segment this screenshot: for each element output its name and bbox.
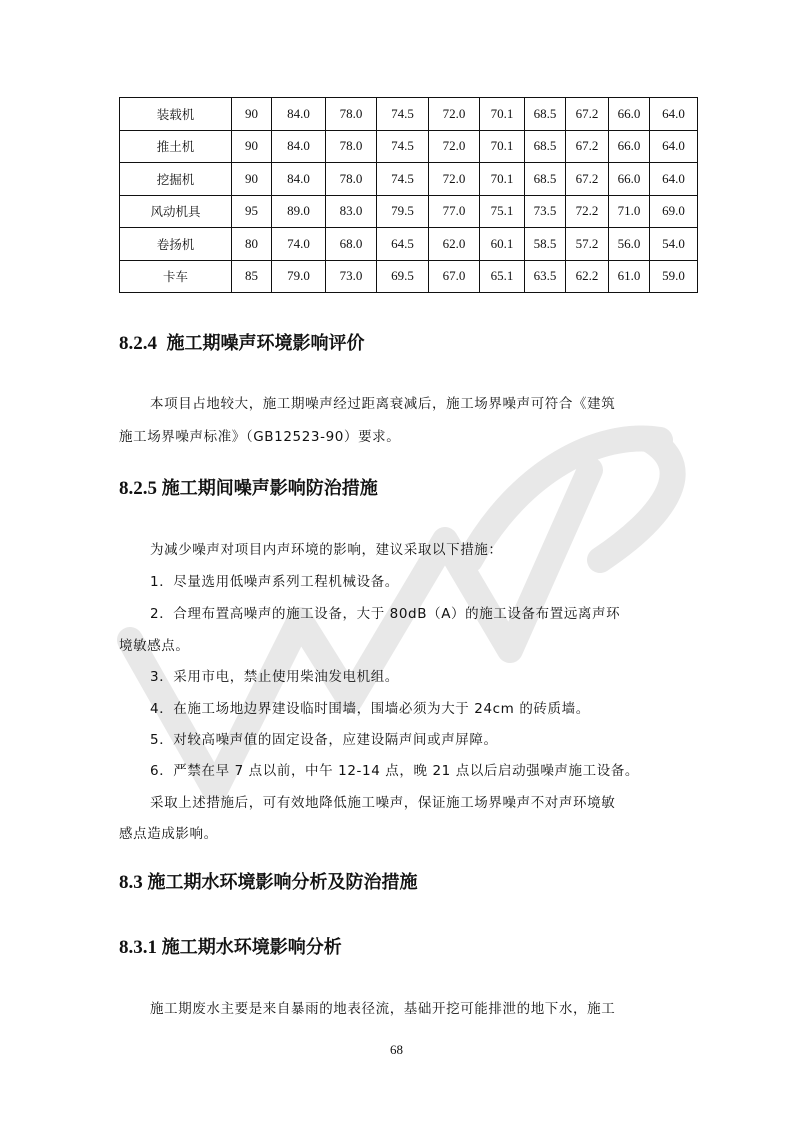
noise-value-cell: 73.0 [326,260,377,293]
noise-value-cell: 61.0 [609,260,650,293]
noise-value-cell: 67.2 [566,98,609,131]
heading-8-2-4 [119,329,365,355]
noise-value-cell: 66.0 [609,130,650,163]
noise-value-cell: 72.0 [429,130,480,163]
noise-value-cell: 64.5 [377,228,429,261]
paragraph-line: 施工场界噪声标准》（GB12523-90）要求。 [119,429,401,445]
section-number: 8.3 [119,872,143,893]
noise-value-cell: 64.0 [650,130,698,163]
section-number: 8.3.1 [119,937,157,958]
noise-value-cell: 79.5 [377,195,429,228]
noise-value-cell: 78.0 [326,130,377,163]
noise-value-cell: 77.0 [429,195,480,228]
noise-value-cell: 58.5 [525,228,566,261]
noise-value-cell: 68.5 [525,130,566,163]
section-title: 施工期水环境影响分析及防治措施 [147,872,418,893]
conclusion-text: 采取上述措施后，可有效地降低施工噪声，保证施工场界噪声不对声环境敏 [150,795,616,811]
noise-value-cell: 70.1 [480,98,525,131]
noise-value-cell: 71.0 [609,195,650,228]
noise-value-cell: 74.5 [377,98,429,131]
table-row [120,195,698,228]
noise-value-cell: 62.0 [429,228,480,261]
measure-item: 2．合理布置高噪声的施工设备，大于 80dB（A）的施工设备布置远离声环 [150,606,621,622]
table-row [120,228,698,261]
section-number: 8.2.5 [119,478,157,499]
section-title: 施工期噪声环境影响评价 [166,333,365,354]
noise-value-cell: 54.0 [650,228,698,261]
noise-value-cell: 72.2 [566,195,609,228]
noise-value-cell: 73.5 [525,195,566,228]
equipment-name-cell: 卡车 [120,260,232,293]
noise-value-cell: 56.0 [609,228,650,261]
heading-8-2-5 [119,474,378,500]
table-row [120,98,698,131]
noise-value-cell: 80 [232,228,272,261]
equipment-name-cell: 风动机具 [120,195,232,228]
noise-value-cell: 72.0 [429,163,480,196]
paragraph-line: 本项目占地较大，施工期噪声经过距离衰减后，施工场界噪声可符合《建筑 [150,396,616,412]
noise-value-cell: 68.0 [326,228,377,261]
noise-value-cell: 60.1 [480,228,525,261]
noise-value-cell: 95 [232,195,272,228]
equipment-name-cell: 推土机 [120,130,232,163]
noise-value-cell: 84.0 [272,163,326,196]
noise-value-cell: 70.1 [480,163,525,196]
noise-value-cell: 62.2 [566,260,609,293]
noise-value-cell: 64.0 [650,98,698,131]
noise-value-cell: 57.2 [566,228,609,261]
table-row [120,260,698,293]
noise-value-cell: 75.1 [480,195,525,228]
section-number: 8.2.4 [119,333,157,354]
noise-value-cell: 90 [232,98,272,131]
measure-item-continued: 境敏感点。 [119,638,190,654]
measure-item: 6．严禁在早 7 点以前，中午 12-14 点，晚 21 点以后启动强噪声施工设备。 [150,763,640,779]
noise-value-cell: 74.0 [272,228,326,261]
measure-item: 1．尽量选用低噪声系列工程机械设备。 [150,574,399,590]
measure-item: 5．对较高噪声值的固定设备，应建设隔声间或声屏障。 [150,732,498,748]
noise-attenuation-table [119,97,698,293]
noise-value-cell: 90 [232,163,272,196]
table-row [120,130,698,163]
noise-value-cell: 89.0 [272,195,326,228]
noise-value-cell: 83.0 [326,195,377,228]
section-title: 施工期水环境影响分析 [161,937,342,958]
equipment-name-cell: 卷扬机 [120,228,232,261]
equipment-name-cell: 挖掘机 [120,163,232,196]
noise-value-cell: 78.0 [326,98,377,131]
noise-value-cell: 78.0 [326,163,377,196]
noise-value-cell: 70.1 [480,130,525,163]
noise-value-cell: 85 [232,260,272,293]
heading-8-3-1 [119,933,342,959]
conclusion-text: 感点造成影响。 [119,826,218,842]
noise-value-cell: 67.2 [566,163,609,196]
noise-value-cell: 84.0 [272,98,326,131]
noise-value-cell: 59.0 [650,260,698,293]
measure-item: 3．采用市电，禁止使用柴油发电机组。 [150,669,399,685]
noise-value-cell: 68.5 [525,98,566,131]
table-row [120,163,698,196]
page-number: 68 [390,1042,403,1057]
noise-value-cell: 90 [232,130,272,163]
noise-value-cell: 66.0 [609,163,650,196]
noise-value-cell: 84.0 [272,130,326,163]
heading-8-3 [119,868,418,894]
measure-item: 4．在施工场地边界建设临时围墙，围墙必须为大于 24cm 的砖质墙。 [150,701,590,717]
noise-value-cell: 67.0 [429,260,480,293]
noise-value-cell: 63.5 [525,260,566,293]
noise-value-cell: 69.5 [377,260,429,293]
noise-value-cell: 72.0 [429,98,480,131]
noise-value-cell: 74.5 [377,130,429,163]
noise-value-cell: 68.5 [525,163,566,196]
noise-value-cell: 69.0 [650,195,698,228]
paragraph-line: 施工期废水主要是来自暴雨的地表径流，基础开挖可能排泄的地下水，施工 [150,1001,616,1017]
noise-value-cell: 66.0 [609,98,650,131]
equipment-name-cell: 装载机 [120,98,232,131]
section-title: 施工期间噪声影响防治措施 [161,478,378,499]
noise-value-cell: 79.0 [272,260,326,293]
noise-value-cell: 65.1 [480,260,525,293]
intro-text: 为减少噪声对项目内声环境的影响，建议采取以下措施： [150,542,503,558]
noise-value-cell: 74.5 [377,163,429,196]
noise-value-cell: 64.0 [650,163,698,196]
noise-value-cell: 67.2 [566,130,609,163]
